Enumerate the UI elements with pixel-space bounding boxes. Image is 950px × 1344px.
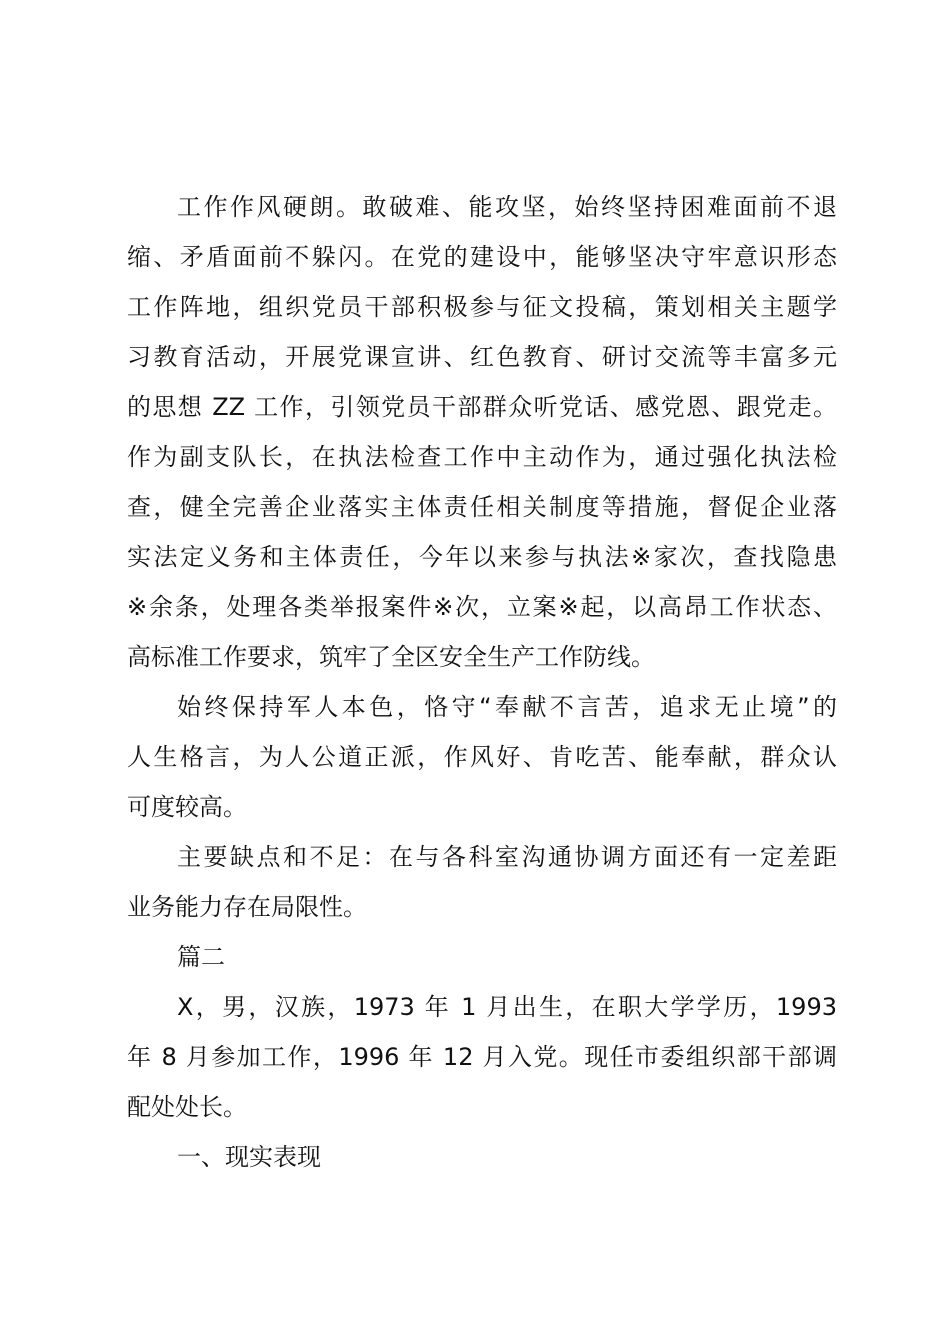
text-line: 作为副支队长，在执法检查工作中主动作为，通过强化执法检	[127, 443, 837, 471]
text-line: 工作阵地，组织党员干部积极参与征文投稿，策划相关主题学	[127, 293, 837, 321]
text-line: 年 8 月参加工作，1996 年 12 月入党。现任市委组织部干部调	[127, 1043, 837, 1071]
section-heading: 一、现实表现	[177, 1143, 321, 1171]
text-line: 实法定义务和主体责任，今年以来参与执法※家次，查找隐患	[127, 543, 837, 571]
text-line: 缩、矛盾面前不躲闪。在党的建设中，能够坚决守牢意识形态	[127, 243, 837, 271]
text-line: 工作作风硬朗。敢破难、能攻坚，始终坚持困难面前不退	[177, 193, 837, 221]
text-line: 配处处长。	[127, 1093, 247, 1121]
text-line: 可度较高。	[127, 793, 247, 821]
text-line: 高标准工作要求，筑牢了全区安全生产工作防线。	[127, 643, 655, 671]
text-line: 人生格言，为人公道正派，作风好、肯吃苦、能奉献，群众认	[127, 743, 837, 771]
text-line: 习教育活动，开展党课宣讲、红色教育、研讨交流等丰富多元	[127, 343, 837, 371]
text-line: 始终保持军人本色，恪守“奉献不言苦，追求无止境”的	[177, 693, 837, 721]
text-line: X，男，汉族，1973 年 1 月出生，在职大学学历，1993	[177, 993, 837, 1021]
section-heading: 篇二	[177, 943, 225, 971]
text-line: 查，健全完善企业落实主体责任相关制度等措施，督促企业落	[127, 493, 837, 521]
text-line: 的思想 ZZ 工作，引领党员干部群众听党话、感党恩、跟党走。	[127, 393, 837, 421]
text-line: 业务能力存在局限性。	[127, 893, 367, 921]
text-line: 主要缺点和不足：在与各科室沟通协调方面还有一定差距	[177, 843, 837, 871]
text-line: ※余条，处理各类举报案件※次，立案※起，以高昂工作状态、	[127, 593, 837, 621]
